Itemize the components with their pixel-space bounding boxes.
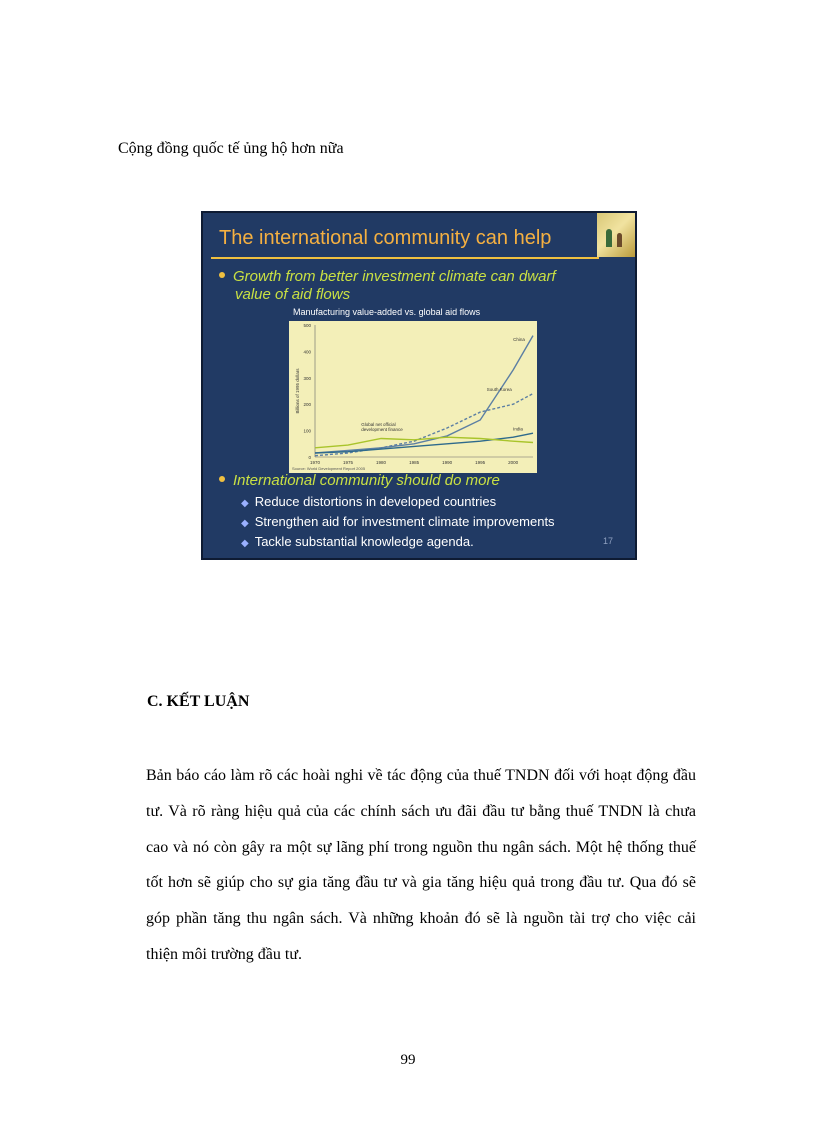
bullet-dot-icon	[219, 272, 225, 278]
slide-subbullet-1	[241, 494, 496, 509]
y-tick-label: 200	[303, 402, 311, 408]
people-illustration-icon	[597, 213, 635, 257]
presentation-slide-image	[201, 211, 637, 560]
chart-background	[289, 321, 537, 473]
x-tick-label: 1990	[442, 460, 453, 465]
conclusion-paragraph: Bản báo cáo làm rõ các hoài nghi về tác động của thuế TNDN đối với hoạt động đầu tư. Và rõ ràng hiệu quả của các chính sách ưu đãi đầu tư bằng thuế TNDN là chưa cao và nó còn gây ra một sự lãng phí trong nguồn thu ngân sách. Một hệ thống thuế tốt hơn sẽ giúp cho sự gia tăng đầu tư và gia tăng hiệu quả trong đầu tư. Qua đó sẽ góp phần tăng thu ngân sách. Và những khoản đó sẽ là nguồn tài trợ cho việc cải thiện môi trường đầu tư.	[146, 767, 696, 963]
label-china: China	[513, 336, 525, 342]
y-axis-label: Billions of 1995 dollars	[295, 368, 300, 414]
section-heading: C. KẾT LUẬN	[147, 693, 250, 710]
slide-bullet-1	[219, 268, 619, 304]
bullet-1-line-1: Growth from better investment climate can dwarf	[233, 268, 556, 285]
y-tick-label: 0	[308, 455, 311, 460]
x-tick-label: 1985	[409, 460, 420, 465]
subbullet-2-text: Strengthen aid for investment climate improvements	[254, 514, 555, 529]
label-global-aid: Global net official development finance	[361, 421, 403, 432]
slide-subbullet-2	[241, 514, 555, 529]
chart-source-note: Source: World Development Report 2005	[292, 466, 366, 471]
label-south-korea: South Korea	[486, 387, 512, 392]
y-tick-label: 100	[303, 428, 311, 434]
x-tick-label: 1970	[309, 460, 321, 465]
diamond-bullet-icon: ◆	[241, 498, 249, 509]
diamond-bullet-icon: ◆	[241, 518, 249, 529]
slide-title: The international community can help	[219, 227, 552, 249]
intro-text: Cộng đồng quốc tế ủng hộ hơn nữa	[118, 140, 344, 157]
subbullet-1-text: Reduce distortions in developed countries	[254, 494, 497, 509]
label-india: India	[513, 426, 523, 432]
bullet-dot-icon	[219, 476, 225, 482]
bullet-1-line-2: value of aid flows	[235, 286, 351, 303]
diamond-bullet-icon: ◆	[241, 538, 249, 549]
slide-subbullet-3	[241, 534, 474, 549]
y-tick-label: 400	[303, 349, 311, 355]
x-tick-label: 1975	[343, 460, 354, 465]
chart-title: Manufacturing value-added vs. global aid flows	[293, 307, 481, 317]
y-tick-label: 500	[303, 323, 311, 328]
y-tick-label: 300	[303, 375, 311, 381]
page-number: 99	[400, 1052, 416, 1068]
x-tick-label: 2000	[508, 460, 519, 465]
bullet-2-text: International community should do more	[233, 472, 500, 489]
slide-bullet-2	[219, 472, 500, 490]
x-tick-label: 1995	[475, 460, 486, 465]
x-tick-label: 1980	[376, 460, 387, 465]
slide-number: 17	[602, 536, 613, 546]
line-chart	[289, 321, 537, 473]
subbullet-3-text: Tackle substantial knowledge agenda.	[254, 534, 474, 549]
slide-divider	[211, 257, 599, 259]
